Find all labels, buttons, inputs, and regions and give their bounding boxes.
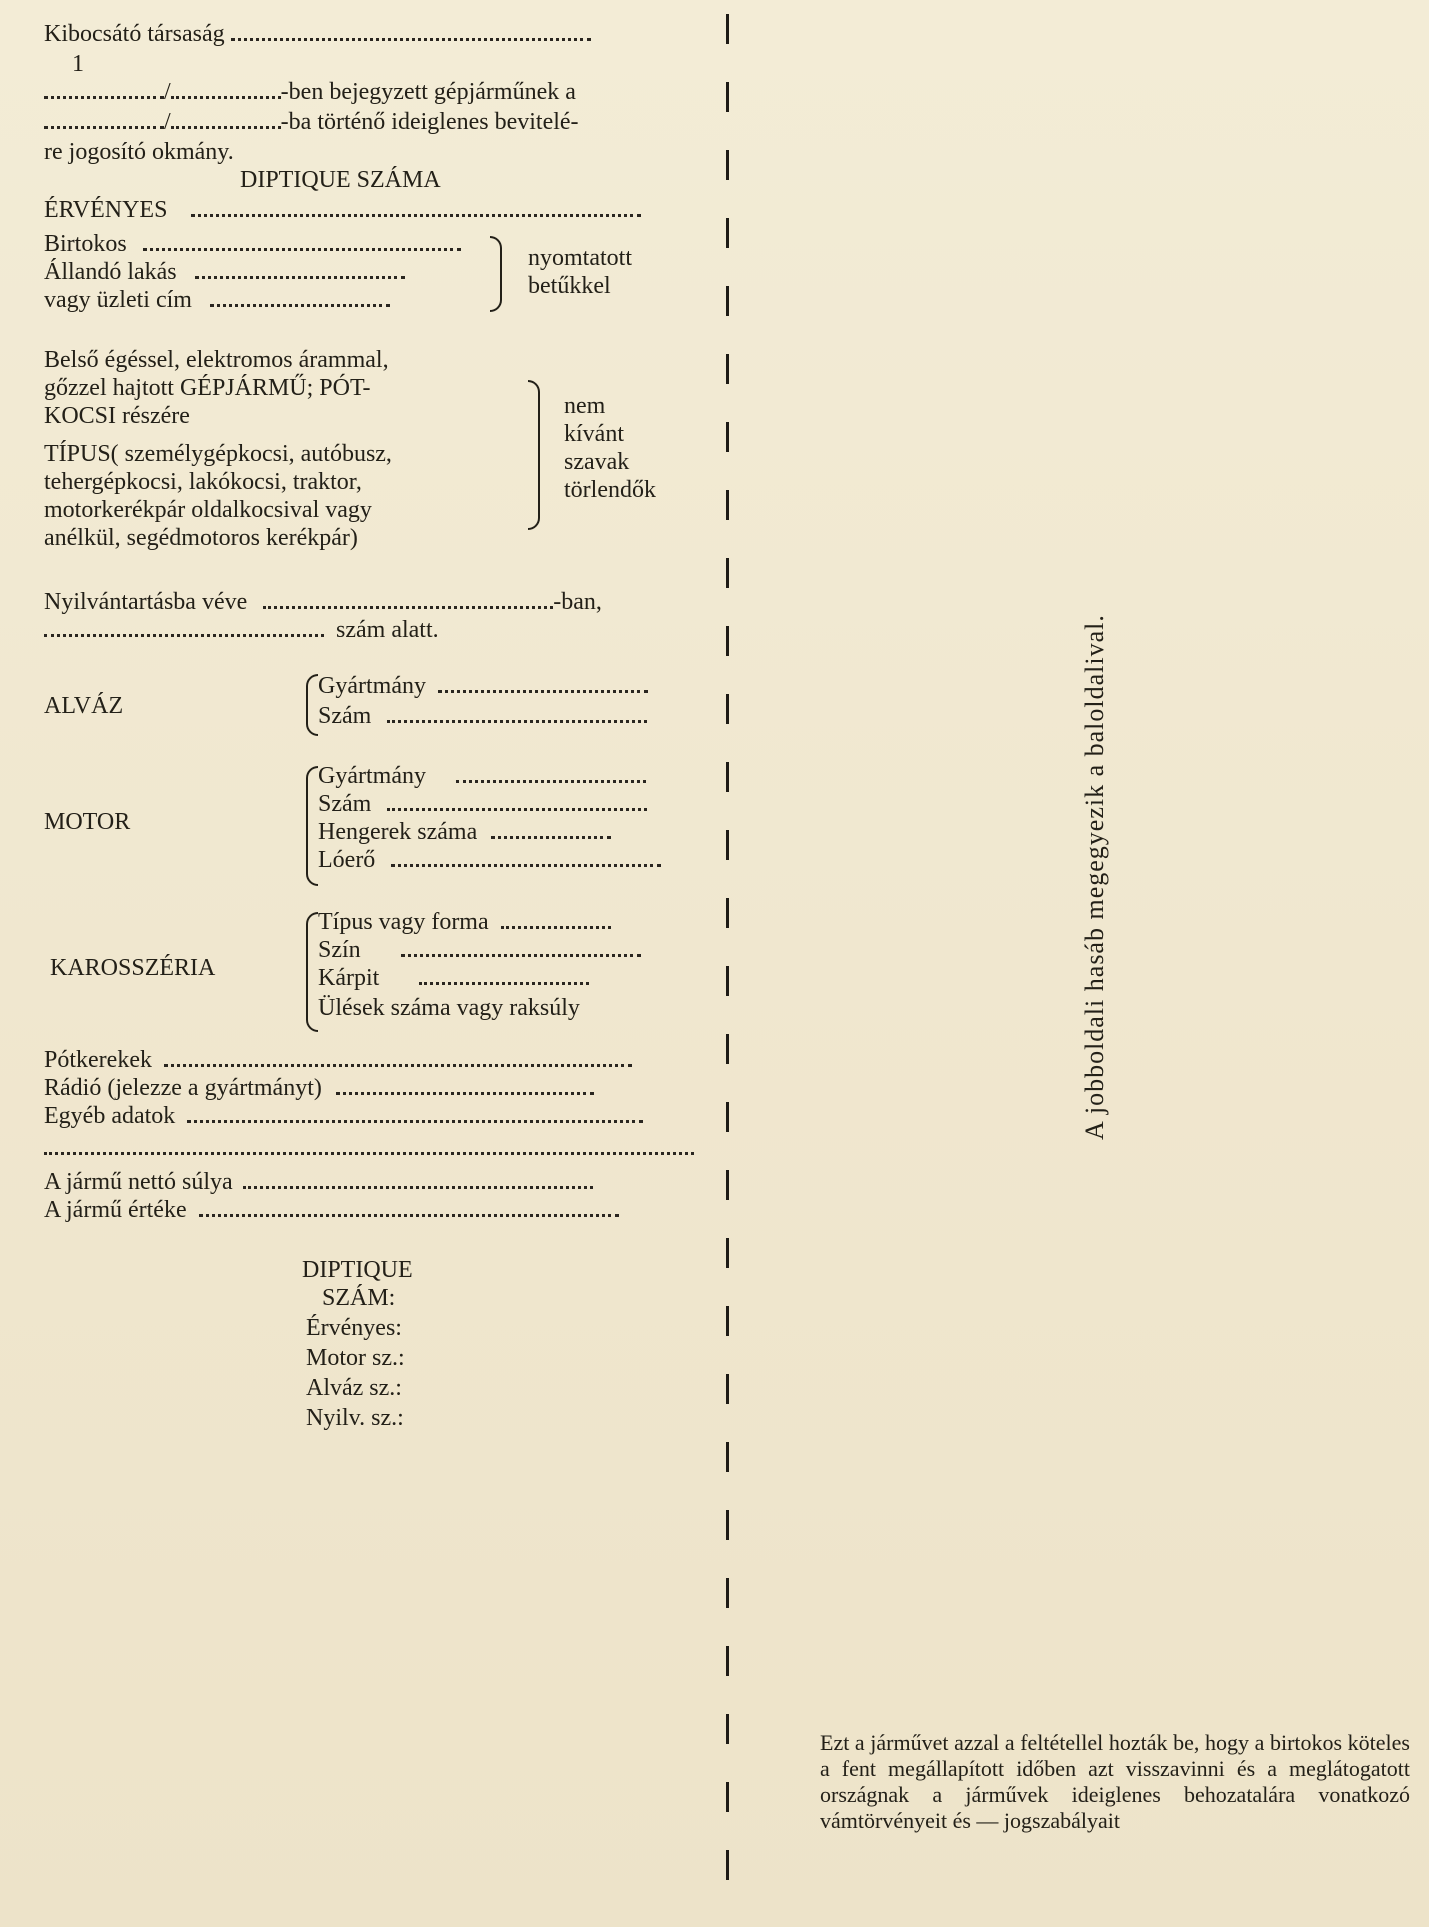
perforation-dash bbox=[726, 1510, 729, 1540]
vehicle-brace bbox=[528, 380, 540, 530]
radio: Rádió (jelezze a gyártmányt) bbox=[44, 1074, 594, 1102]
other-data: Egyéb adatok bbox=[44, 1102, 643, 1130]
perforation-dash bbox=[726, 558, 729, 588]
chassis-make: Gyártmány bbox=[318, 672, 648, 700]
perforation-dash bbox=[726, 354, 729, 384]
chassis-number: Szám bbox=[318, 702, 647, 730]
perforation-dash bbox=[726, 1782, 729, 1812]
perforation-dash bbox=[726, 1578, 729, 1608]
document-line: re jogosító okmány. bbox=[44, 139, 234, 165]
address-line-2: vagy üzleti cím bbox=[44, 286, 390, 314]
registration-line-2: szám alatt. bbox=[44, 616, 439, 644]
vehicle-line-7: anélkül, segédmotoros kerékpár) bbox=[44, 525, 358, 551]
stub-line-1: DIPTIQUE bbox=[302, 1257, 413, 1283]
vehicle-line-4: TÍPUS( személygépkocsi, autóbusz, bbox=[44, 441, 392, 467]
body-seats: Ülések száma vagy raksúly bbox=[318, 995, 580, 1021]
stub-line-5: Alváz sz.: bbox=[306, 1375, 402, 1401]
perforation-dash bbox=[726, 626, 729, 656]
bottom-note: Ezt a járművet azzal a feltétellel hozták be, hogy a birtokos köteles a fent megállapított időben azt visszavinni és a meglátogatott országnak a járművek ideiglenes behozatalára vonatkozó vámtörvényeit és — jogszabályait bbox=[820, 1730, 1410, 1833]
vehicle-line-3: KOCSI részére bbox=[44, 403, 190, 429]
engine-make: Gyártmány bbox=[318, 762, 646, 790]
perforation-dash bbox=[726, 1306, 729, 1336]
perforation-dash bbox=[726, 1646, 729, 1676]
owner-brace bbox=[490, 236, 502, 312]
engine-cylinders: Hengerek száma bbox=[318, 818, 611, 846]
blank-line bbox=[44, 1134, 694, 1162]
number-one: 1 bbox=[72, 51, 84, 77]
stub-line-6: Nyilv. sz.: bbox=[306, 1405, 404, 1431]
stub-line-4: Motor sz.: bbox=[306, 1345, 405, 1371]
body-type: Típus vagy forma bbox=[318, 908, 611, 936]
issuer-line bbox=[44, 20, 591, 48]
stub-line-2: SZÁM: bbox=[322, 1285, 396, 1311]
chassis-label: ALVÁZ bbox=[44, 693, 124, 719]
perforation-dash bbox=[726, 490, 729, 520]
perforation-dash bbox=[726, 82, 729, 112]
perforation-dash bbox=[726, 1238, 729, 1268]
vehicle-note-3: szavak bbox=[564, 449, 630, 475]
body-color: Szín bbox=[318, 936, 641, 964]
engine-brace bbox=[306, 766, 318, 886]
owner-note-2: betűkkel bbox=[528, 273, 611, 299]
entry-line: / -ba történő ideiglenes bevitelé- bbox=[44, 108, 579, 136]
owner-note-1: nyomtatott bbox=[528, 245, 632, 271]
holder-line: Birtokos bbox=[44, 230, 461, 258]
perforation-dash bbox=[726, 1034, 729, 1064]
registered-line: / -ben bejegyzett gépjárműnek a bbox=[44, 78, 576, 106]
perforation-dash bbox=[726, 1442, 729, 1472]
vehicle-line-6: motorkerékpár oldalkocsival vagy bbox=[44, 497, 372, 523]
vehicle-line-1: Belső égéssel, elektromos árammal, bbox=[44, 347, 389, 373]
vehicle-note-1: nem bbox=[564, 393, 606, 419]
diptique-number-heading: DIPTIQUE SZÁMA bbox=[240, 167, 441, 193]
stub-line-3: Érvényes: bbox=[306, 1315, 402, 1341]
perforation-dash bbox=[726, 762, 729, 792]
perforation-dash bbox=[726, 286, 729, 316]
vehicle-line-2: gőzzel hajtott GÉPJÁRMŰ; PÓT- bbox=[44, 375, 371, 401]
perforation-dash bbox=[726, 1714, 729, 1744]
body-brace bbox=[306, 912, 318, 1032]
chassis-brace bbox=[306, 674, 318, 736]
vehicle-note-4: törlendők bbox=[564, 477, 656, 503]
perforation-dash bbox=[726, 1374, 729, 1404]
valid-line: ÉRVÉNYES bbox=[44, 196, 641, 224]
perforation-dash bbox=[726, 422, 729, 452]
perforation-dash bbox=[726, 14, 729, 44]
perforation-dash bbox=[726, 1850, 729, 1880]
perforation-dash bbox=[726, 1170, 729, 1200]
vehicle-value: A jármű értéke bbox=[44, 1196, 619, 1224]
body-upholstery: Kárpit bbox=[318, 964, 589, 992]
net-weight: A jármű nettó súlya bbox=[44, 1168, 593, 1196]
perforation-dash bbox=[726, 694, 729, 724]
vehicle-note-2: kívánt bbox=[564, 421, 624, 447]
registration-line-1: Nyilvántartásba véve -ban, bbox=[44, 589, 602, 615]
address-line-1: Állandó lakás bbox=[44, 258, 405, 286]
vertical-note: A jobboldali hasáb megegyezik a baloldalival. bbox=[1080, 614, 1109, 1140]
perforation-dash bbox=[726, 150, 729, 180]
body-label: KAROSSZÉRIA bbox=[50, 955, 216, 981]
perforation-dash bbox=[726, 218, 729, 248]
issuer-label: Kibocsátó társaság bbox=[44, 21, 225, 47]
perforation-dash bbox=[726, 966, 729, 996]
perforation-dash bbox=[726, 1102, 729, 1132]
engine-number: Szám bbox=[318, 790, 647, 818]
engine-hp: Lóerő bbox=[318, 846, 661, 874]
engine-label: MOTOR bbox=[44, 809, 131, 835]
spare-wheels: Pótkerekek bbox=[44, 1046, 632, 1074]
perforation-dash bbox=[726, 830, 729, 860]
perforation-dash bbox=[726, 898, 729, 928]
vehicle-line-5: tehergépkocsi, lakókocsi, traktor, bbox=[44, 469, 362, 495]
